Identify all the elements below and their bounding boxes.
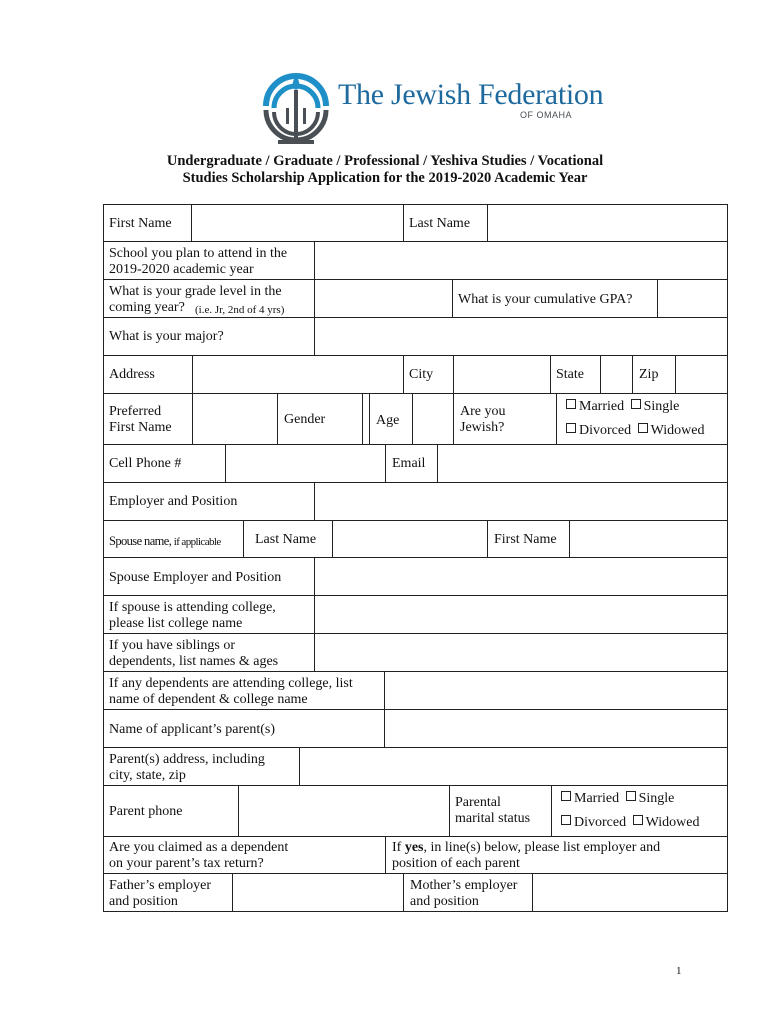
first-name-label: First Name — [109, 216, 172, 231]
gpa-field[interactable] — [657, 279, 728, 318]
cell-phone-label: Cell Phone # — [109, 456, 182, 471]
gpa-label: What is your cumulative GPA? — [458, 292, 633, 307]
parent-address-line-2: city, state, zip — [109, 768, 186, 783]
parent-single-text: Single — [638, 791, 675, 806]
divorced-checkbox[interactable] — [566, 423, 576, 433]
parental-marital-options — [551, 785, 728, 837]
spouse-college-label-cell — [103, 595, 315, 634]
page-title — [0, 153, 770, 187]
if-yes-line-1 — [392, 840, 660, 856]
parent-married-text: Married — [574, 791, 620, 806]
city-field[interactable] — [453, 355, 551, 394]
if-yes-suffix: , in line(s) below, please list employer and — [423, 840, 661, 855]
spouse-first-name-field[interactable] — [569, 520, 728, 558]
if-yes-line-2: position of each parent — [392, 856, 520, 871]
major-field[interactable] — [314, 317, 728, 356]
state-label-cell — [550, 355, 601, 394]
parent-phone-label: Parent phone — [109, 804, 183, 819]
spouse-college-field[interactable] — [314, 595, 728, 634]
spouse-if-applicable: if applicable — [173, 536, 221, 548]
spouse-name-label-cell — [103, 520, 244, 558]
school-field[interactable] — [314, 241, 728, 280]
application-form — [103, 204, 728, 912]
first-name-field[interactable] — [191, 204, 404, 242]
grade-hint: (i.e. Jr, 2nd of 4 yrs) — [195, 304, 285, 316]
school-label-cell — [103, 241, 315, 280]
married-text: Married — [579, 399, 625, 414]
siblings-line-1: If you have siblings or — [109, 638, 235, 653]
marital-status-options — [556, 393, 728, 445]
preferred-name-field[interactable] — [192, 393, 278, 445]
state-label: State — [556, 367, 584, 382]
if-yes-prefix: If — [392, 840, 405, 855]
claimed-line-1: Are you claimed as a dependent — [109, 840, 289, 855]
cell-phone-field[interactable] — [225, 444, 386, 483]
grade-label-line-1: What is your grade level in the — [109, 284, 282, 299]
dependents-label-cell — [103, 671, 385, 710]
parent-divorced-text: Divorced — [574, 815, 627, 830]
zip-label-cell — [632, 355, 676, 394]
parent-married-option — [561, 791, 674, 807]
spouse-first-name-label: First Name — [494, 532, 557, 547]
age-field[interactable] — [412, 393, 454, 445]
siblings-label-cell — [103, 633, 315, 672]
city-label-cell — [403, 355, 454, 394]
father-line-2: and position — [109, 894, 178, 909]
father-employer-label-cell — [103, 873, 233, 912]
dependents-field[interactable] — [384, 671, 728, 710]
school-label-line-1: School you plan to attend in the — [109, 246, 288, 261]
menorah-icon — [258, 66, 334, 144]
married-checkbox[interactable] — [566, 399, 576, 409]
jewish-label-cell — [453, 393, 557, 445]
address-label-cell — [103, 355, 193, 394]
parent-divorced-option — [561, 815, 699, 831]
title-line-2: Studies Scholarship Application for the 2019-2020 Academic Year — [182, 170, 588, 186]
cell-phone-label-cell — [103, 444, 226, 483]
mother-employer-field[interactable] — [532, 873, 728, 912]
married-option — [566, 399, 679, 415]
preferred-label-line-1: Preferred — [109, 404, 162, 419]
spouse-first-name-label-cell — [487, 520, 570, 558]
parent-address-label-cell — [103, 747, 300, 786]
preferred-label-line-2: First Name — [109, 420, 172, 435]
jewish-label-line-1: Are you — [460, 404, 506, 419]
grade-field[interactable] — [314, 279, 453, 318]
gender-label: Gender — [284, 412, 326, 427]
spouse-employer-label-cell — [103, 557, 315, 596]
zip-field[interactable] — [675, 355, 728, 394]
parent-divorced-checkbox[interactable] — [561, 815, 571, 825]
spouse-name-text: Spouse name, — [109, 534, 172, 548]
major-label: What is your major? — [109, 329, 224, 344]
widowed-text: Widowed — [650, 423, 705, 438]
age-label-cell — [369, 393, 413, 445]
widowed-checkbox[interactable] — [638, 423, 648, 433]
age-label: Age — [376, 413, 400, 428]
address-label: Address — [109, 367, 155, 382]
spouse-name-label — [109, 533, 221, 550]
parental-line-2: marital status — [455, 811, 531, 826]
parent-widowed-text: Widowed — [645, 815, 700, 830]
mother-line-2: and position — [410, 894, 479, 909]
spouse-college-line-1: If spouse is attending college, — [109, 600, 276, 615]
email-label-cell — [385, 444, 438, 483]
parental-line-1: Parental — [455, 795, 501, 810]
gpa-label-cell — [452, 279, 658, 318]
address-field[interactable] — [192, 355, 404, 394]
email-field[interactable] — [437, 444, 728, 483]
parent-names-label: Name of applicant’s parent(s) — [109, 722, 275, 737]
claimed-dependent-cell — [103, 836, 386, 874]
siblings-field[interactable] — [314, 633, 728, 672]
employer-label-cell — [103, 482, 315, 521]
parent-address-field[interactable] — [299, 747, 728, 786]
parent-married-checkbox[interactable] — [561, 791, 571, 801]
grade-label-line-2: coming year? — [109, 300, 185, 315]
city-label: City — [409, 367, 434, 382]
claimed-line-2: on your parent’s tax return? — [109, 856, 264, 871]
father-employer-field[interactable] — [232, 873, 404, 912]
parent-single-checkbox[interactable] — [626, 791, 636, 801]
spouse-last-name-label-cell — [243, 520, 333, 558]
spouse-last-name-label: Last Name — [255, 532, 317, 547]
parent-phone-field[interactable] — [238, 785, 450, 837]
org-subtitle: OF OMAHA — [520, 110, 573, 120]
father-line-1: Father’s employer — [109, 878, 211, 893]
jewish-label-line-2: Jewish? — [460, 420, 505, 435]
if-yes-instruction-cell — [385, 836, 728, 874]
federation-logo — [258, 66, 604, 144]
single-text: Single — [643, 399, 680, 414]
last-name-label: Last Name — [409, 216, 471, 231]
title-line-1: Undergraduate / Graduate / Professional / Yeshiva Studies / Vocational — [166, 153, 604, 169]
parent-address-line-1: Parent(s) address, including — [109, 752, 265, 767]
spouse-employer-field[interactable] — [314, 557, 728, 596]
mother-line-1: Mother’s employer — [410, 878, 518, 893]
spouse-last-name-field[interactable] — [332, 520, 488, 558]
first-name-label-cell — [103, 204, 192, 242]
divorced-option — [566, 423, 704, 439]
parental-marital-label-cell — [449, 785, 552, 837]
email-label: Email — [392, 456, 426, 471]
spouse-college-line-2: please list college name — [109, 616, 243, 631]
zip-label: Zip — [639, 367, 659, 382]
divorced-text: Divorced — [579, 423, 632, 438]
mother-employer-label-cell — [403, 873, 533, 912]
preferred-name-label-cell — [103, 393, 193, 445]
last-name-label-cell — [403, 204, 488, 242]
last-name-field[interactable] — [487, 204, 728, 242]
dependents-line-2: name of dependent & college name — [109, 692, 308, 707]
page-number: 1 — [676, 965, 682, 977]
employer-label: Employer and Position — [109, 494, 238, 509]
siblings-line-2: dependents, list names & ages — [109, 654, 279, 669]
dependents-line-1: If any dependents are attending college, list — [109, 676, 353, 691]
org-name: The Jewish Federation — [338, 78, 604, 111]
school-label-line-2: 2019-2020 academic year — [109, 262, 254, 277]
parent-widowed-checkbox[interactable] — [633, 815, 643, 825]
parent-names-label-cell — [103, 709, 385, 748]
grade-label-cell — [103, 279, 315, 318]
if-yes-bold: yes — [404, 840, 424, 855]
parent-names-field[interactable] — [384, 709, 728, 748]
parent-phone-label-cell — [103, 785, 239, 837]
state-field[interactable] — [600, 355, 633, 394]
single-checkbox[interactable] — [631, 399, 641, 409]
major-label-cell — [103, 317, 315, 356]
employer-field[interactable] — [314, 482, 728, 521]
gender-label-cell — [277, 393, 363, 445]
spouse-employer-label: Spouse Employer and Position — [109, 570, 282, 585]
